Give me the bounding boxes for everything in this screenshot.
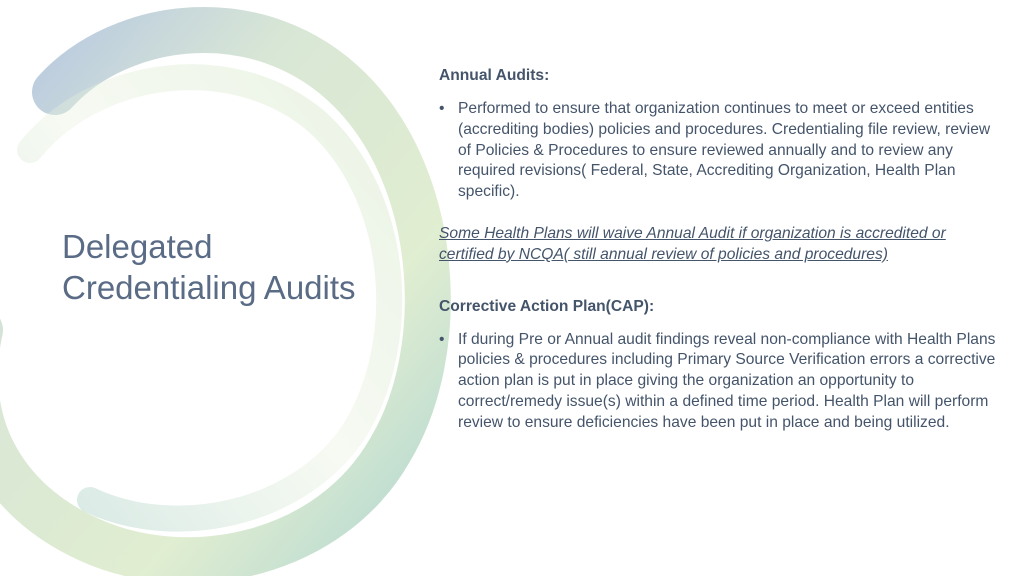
ncqa-waiver-note: Some Health Plans will waive Annual Audit if organization is accredited or certified by NCQA( still annual review of policies and procedures) — [439, 224, 946, 263]
corrective-action-plan-bullet — [439, 330, 999, 434]
corrective-action-plan-bullet-text: If during Pre or Annual audit findings reveal non-compliance with Health Plans policies & procedures including Primary Source Verification errors a corrective action plan is put in place giving the organization an opportunity to correct/remedy issue(s) within a defined time period. Health Plan will perform review to ensure deficiencies have been put in place and being utilized. — [458, 330, 996, 431]
annual-audits-bullet — [439, 99, 999, 203]
annual-audits-bullet-text: Performed to ensure that organization continues to meet or exceed entities (accrediting bodies) policies and procedures. Credentialing file review, review of Policies & Procedures to ensure reviewed annually and to review any required revisions( Federal, State, Accrediting Organization, Health Plan specific). — [458, 100, 991, 201]
bullet-marker: • — [439, 100, 445, 117]
corrective-action-plan-heading: Corrective Action Plan(CAP): — [439, 297, 655, 315]
annual-audits-heading: Annual Audits: — [439, 67, 550, 84]
slide-title: Delegated Credentialing Audits — [62, 228, 356, 306]
slide-content — [439, 66, 999, 434]
bullet-marker: • — [439, 330, 445, 348]
